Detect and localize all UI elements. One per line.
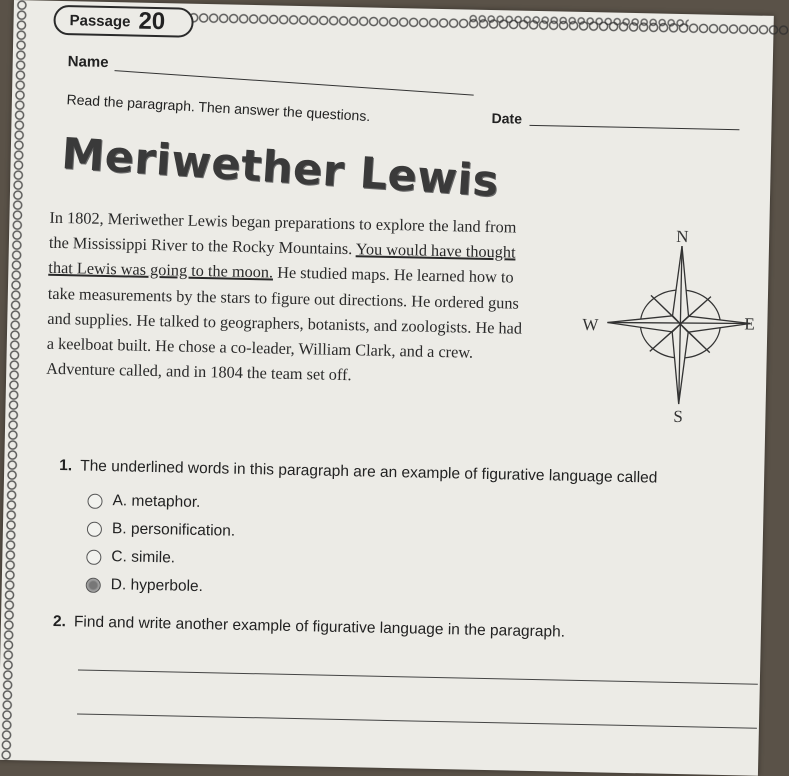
- compass-north-label: N: [675, 226, 689, 247]
- question-1: [59, 457, 657, 488]
- question-2: [53, 613, 565, 642]
- compass-rose-icon: [560, 222, 754, 426]
- option-a-radio[interactable]: [87, 493, 102, 508]
- name-field[interactable]: [114, 70, 473, 95]
- option-b[interactable]: [87, 515, 236, 546]
- decorative-left-border: [0, 0, 30, 760]
- option-c-text: simile.: [130, 548, 176, 567]
- passage-number: 20: [138, 7, 166, 36]
- option-b-letter: B.: [111, 520, 127, 538]
- passage-label: Passage: [69, 11, 131, 30]
- option-b-radio[interactable]: [87, 521, 102, 536]
- compass-south-label: S: [673, 406, 684, 427]
- date-field[interactable]: [529, 125, 739, 130]
- date-label: Date: [491, 110, 523, 127]
- option-a-text: metaphor.: [131, 492, 201, 512]
- passage-title: Meriwether Lewis: [60, 129, 501, 208]
- option-d-letter: D.: [110, 576, 127, 594]
- compass-east-label: E: [744, 314, 755, 334]
- option-c-letter: C.: [111, 548, 128, 566]
- name-label: Name: [67, 53, 109, 71]
- option-c[interactable]: [86, 543, 235, 574]
- option-c-radio[interactable]: [86, 549, 101, 564]
- question-1-options: [85, 487, 236, 602]
- option-b-text: personification.: [130, 520, 236, 540]
- question-1-text: The underlined words in this paragraph are an example of figurative language called: [80, 457, 658, 487]
- compass-west-label: W: [582, 314, 599, 335]
- passage-paragraph: [46, 205, 530, 391]
- option-a[interactable]: [87, 487, 236, 518]
- paragraph-text-end: He studied maps. He learned how to take measurements by the stars to figure out directions. He ordered guns and supplies. He talked to geographers, botanists, and zoologists. He had a keelboat built. He chose a co-leader, William Clark, and a crew. Adventure called, and in 1804 the team set off.: [46, 262, 523, 385]
- question-1-number: 1.: [59, 457, 73, 475]
- option-d[interactable]: [85, 571, 234, 602]
- option-a-letter: A.: [112, 492, 128, 510]
- passage-tab: [53, 5, 194, 38]
- question-2-text: Find and write another example of figurative language in the paragraph.: [73, 613, 566, 641]
- instruction-text: Read the paragraph. Then answer the questions.: [66, 91, 371, 125]
- option-d-text: hyperbole.: [130, 576, 204, 596]
- answer-line-1[interactable]: [78, 669, 758, 684]
- underlined-figurative-text: You would have thought that Lewis was going to the moon.: [48, 239, 516, 282]
- option-d-radio-selected[interactable]: [86, 577, 101, 592]
- paragraph-text-start: In 1802, Meriwether Lewis began preparations to explore the land from the Mississippi River to the Rocky Mountains.: [48, 207, 517, 259]
- question-2-number: 2.: [52, 612, 67, 631]
- answer-line-2[interactable]: [77, 713, 757, 728]
